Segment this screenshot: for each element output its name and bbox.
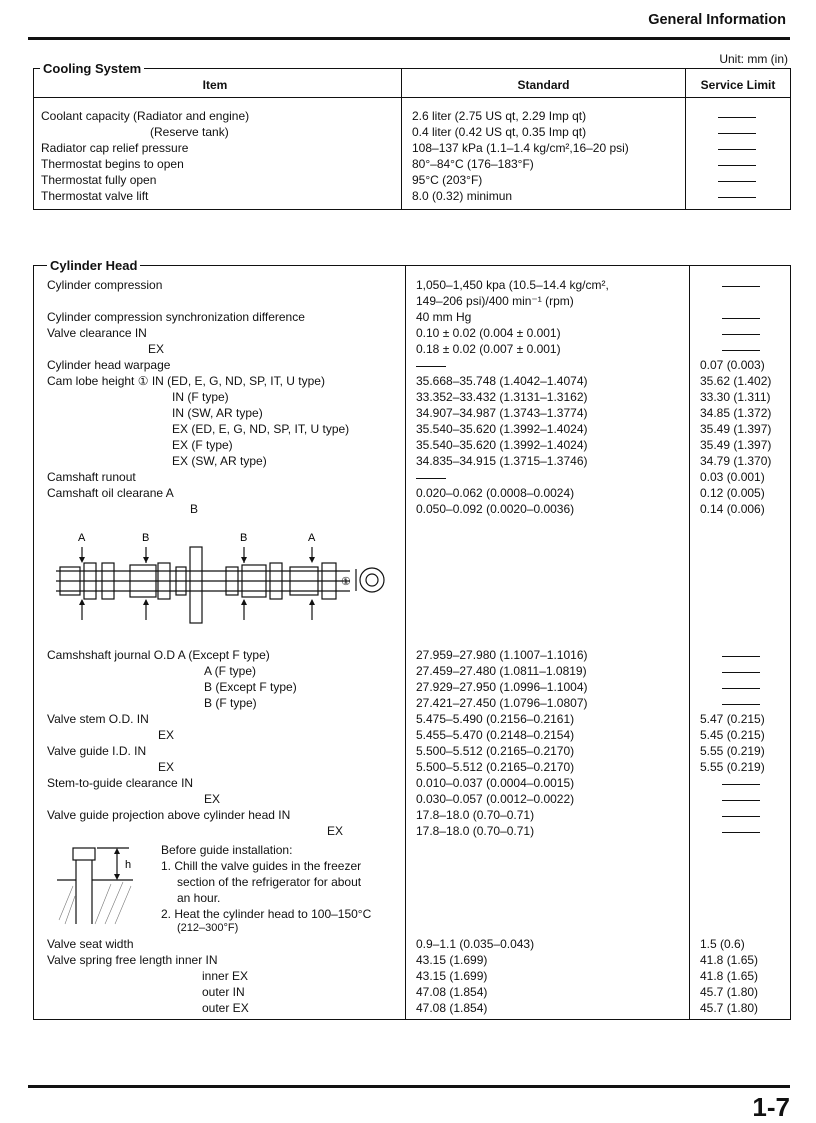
cyl-limit-dash [722,816,760,817]
cyl-item: B [190,502,199,516]
page-number: 1-7 [752,1092,790,1122]
cyl-item: EX (ED, E, G, ND, SP, IT, U type) [172,422,350,436]
cyl-standard: 17.8–18.0 (0.70–0.71) [416,808,535,822]
page-header-title: General Information [648,12,786,28]
cooling-item: Radiator cap relief pressure [41,141,189,155]
cyl-item: outer EX [202,1001,249,1015]
cyl-standard: 0.10 ± 0.02 (0.004 ± 0.001) [416,326,561,340]
cyl-limit: 34.79 (1.370) [700,454,772,468]
cyl-standard: 47.08 (1.854) [416,1001,488,1015]
cyl-item: B (Except F type) [204,680,297,694]
cooling-standard: 2.6 liter (2.75 US qt, 2.29 Imp qt) [412,109,587,123]
cyl-item: Valve guide projection above cylinder head IN [47,808,291,822]
cooling-section-title: Cooling System [40,62,144,76]
cyl-limit: 41.8 (1.65) [700,969,759,983]
cyl-item: Cylinder compression [47,278,163,292]
cyl-limit: 45.7 (1.80) [700,985,759,999]
guide-note-line: Before guide installation: [161,843,293,857]
cyl-limit: 41.8 (1.65) [700,953,759,967]
cyl-standard: 35.668–35.748 (1.4042–1.4074) [416,374,588,388]
cyl-limit: 35.49 (1.397) [700,422,772,436]
cyl-item: EX [158,760,175,774]
cyl-limit: 5.55 (0.219) [700,760,765,774]
cyl-standard-dash [416,478,446,479]
cyl-item: Valve stem O.D. IN [47,712,149,726]
cyl-item: inner EX [202,969,249,983]
cyl-standard: 33.352–33.432 (1.3131–1.3162) [416,390,588,404]
cooling-item: (Reserve tank) [150,125,229,139]
cyl-item: Valve guide I.D. IN [47,744,147,758]
cyl-item: Valve spring free length inner IN [47,953,218,967]
cyl-limit-dash [722,800,760,801]
diagram-label-1: ① [341,576,351,588]
cyl-limit-dash [722,832,760,833]
footer-rule [28,1085,790,1088]
cyl-item: Stem-to-guide clearance IN [47,776,194,790]
cyl-limit: 33.30 (1.311) [700,390,771,404]
cyl-standard: 0.030–0.057 (0.0012–0.0022) [416,792,575,806]
cyl-item: Cylinder compression synchronization difference [47,310,305,324]
cyl-limit: 1.5 (0.6) [700,937,745,951]
cyl-standard: 149–206 psi)/400 min⁻¹ (rpm) [416,294,574,308]
cyl-standard: 17.8–18.0 (0.70–0.71) [416,824,535,838]
cyl-standard: 5.475–5.490 (0.2156–0.2161) [416,712,575,726]
guide-note-line: an hour. [177,891,221,905]
cyl-standard: 0.020–0.062 (0.0008–0.0024) [416,486,575,500]
guide-note-line: 2. Heat the cylinder head to 100–150°C [161,907,372,921]
cyl-limit-dash [722,350,760,351]
cooling-item: Thermostat begins to open [41,157,184,171]
guide-note-line: 1. Chill the valve guides in the freezer [161,859,362,873]
cyl-item: Cam lobe height ① IN (ED, E, G, ND, SP, IT, U type) [47,374,325,388]
cyl-limit: 0.03 (0.001) [700,470,765,484]
header-rule [28,37,790,40]
diagram-label-b: B [240,532,248,544]
cooling-item: Thermostat valve lift [41,189,149,203]
cyl-standard: 1,050–1,450 kpa (10.5–14.4 kg/cm², [416,278,609,292]
cyl-limit: 45.7 (1.80) [700,1001,759,1015]
diagram-label-h: h [125,859,132,871]
cyl-item: EX [148,342,165,356]
cooling-standard: 80°–84°C (176–183°F) [412,157,534,171]
cyl-standard: 35.540–35.620 (1.3992–1.4024) [416,422,588,436]
cyl-standard: 27.459–27.480 (1.0811–1.0819) [416,664,587,678]
cyl-standard: 5.500–5.512 (0.2165–0.2170) [416,744,575,758]
cyl-limit-dash [722,656,760,657]
diagram-label-a: A [78,532,86,544]
cyl-standard: 0.18 ± 0.02 (0.007 ± 0.001) [416,342,561,356]
cyl-limit-dash [722,318,760,319]
cyl-limit-dash [722,688,760,689]
cyl-item: EX [204,792,221,806]
cyl-item: EX [158,728,175,742]
cyl-item: outer IN [202,985,245,999]
cyl-item: B (F type) [204,696,257,710]
cyl-limit-dash [722,672,760,673]
cyl-item: IN (F type) [172,390,229,404]
cyl-limit: 35.62 (1.402) [700,374,772,388]
cyl-item: IN (SW, AR type) [172,406,263,420]
cyl-standard: 5.455–5.470 (0.2148–0.2154) [416,728,575,742]
cyl-item: Valve seat width [47,937,134,951]
guide-note-line: (212–300°F) [177,922,239,934]
cooling-standard: 8.0 (0.32) minimun [412,189,513,203]
cooling-limit-dash [718,165,756,166]
cyl-standard: 40 mm Hg [416,310,472,324]
cyl-item: A (F type) [204,664,257,678]
cooling-limit-dash [718,117,756,118]
diagram-label-a: A [308,532,316,544]
cyl-limit: 0.07 (0.003) [700,358,765,372]
cyl-standard: 27.929–27.950 (1.0996–1.1004) [416,680,588,694]
cooling-header-divider [33,97,791,98]
cyl-standard: 47.08 (1.854) [416,985,488,999]
camshaft-diagram [50,525,395,635]
cyl-standard: 43.15 (1.699) [416,953,488,967]
cyl-item: EX (SW, AR type) [172,454,267,468]
col-header-standard: Standard [517,78,570,92]
cyl-standard: 43.15 (1.699) [416,969,488,983]
cyl-limit: 35.49 (1.397) [700,438,772,452]
cyl-standard: 35.540–35.620 (1.3992–1.4024) [416,438,588,452]
cyl-limit: 0.12 (0.005) [700,486,765,500]
cyl-limit: 34.85 (1.372) [700,406,772,420]
cyl-item: Camshshaft journal O.D A (Except F type) [47,648,270,662]
col-header-item: Item [202,78,228,92]
cylinder-section-title: Cylinder Head [47,259,140,273]
cyl-limit-dash [722,704,760,705]
cooling-limit-dash [718,197,756,198]
cyl-standard-dash [416,366,446,367]
cyl-limit: 5.47 (0.215) [700,712,765,726]
cooling-standard: 95°C (203°F) [412,173,483,187]
cyl-limit-dash [722,784,760,785]
cyl-limit: 5.55 (0.219) [700,744,765,758]
cyl-item: Camshaft runout [47,470,136,484]
cyl-limit: 0.14 (0.006) [700,502,765,516]
cyl-standard: 27.959–27.980 (1.1007–1.1016) [416,648,588,662]
cyl-limit-dash [722,334,760,335]
unit-label: Unit: mm (in) [719,52,788,66]
cyl-item: Cylinder head warpage [47,358,171,372]
guide-note-line: section of the refrigerator for about [177,875,362,889]
cyl-standard: 27.421–27.450 (1.0796–1.0807) [416,696,588,710]
cylinder-col-divider-2 [689,265,690,1020]
cooling-limit-dash [718,149,756,150]
cooling-item: Thermostat fully open [41,173,157,187]
cooling-limit-dash [718,133,756,134]
cyl-limit-dash [722,286,760,287]
cyl-item: EX [327,824,344,838]
cyl-item: Valve clearance IN [47,326,147,340]
cyl-item: Camshaft oil clearane A [47,486,174,500]
cooling-standard: 0.4 liter (0.42 US qt, 0.35 Imp qt) [412,125,587,139]
cyl-item: EX (F type) [172,438,233,452]
cooling-standard: 108–137 kPa (1.1–1.4 kg/cm²,16–20 psi) [412,141,629,155]
cyl-standard: 0.050–0.092 (0.0020–0.0036) [416,502,575,516]
cyl-limit: 5.45 (0.215) [700,728,765,742]
cooling-limit-dash [718,181,756,182]
cyl-standard: 0.010–0.037 (0.0004–0.0015) [416,776,575,790]
col-header-service-limit: Service Limit [700,78,776,92]
cyl-standard: 5.500–5.512 (0.2165–0.2170) [416,760,575,774]
cyl-standard: 0.9–1.1 (0.035–0.043) [416,937,535,951]
cylinder-col-divider-1 [405,265,406,1020]
cyl-standard: 34.835–34.915 (1.3715–1.3746) [416,454,588,468]
cyl-standard: 34.907–34.987 (1.3743–1.3774) [416,406,588,420]
cooling-item: Coolant capacity (Radiator and engine) [41,109,250,123]
valve-guide-diagram [55,840,155,932]
diagram-label-b: B [142,532,150,544]
